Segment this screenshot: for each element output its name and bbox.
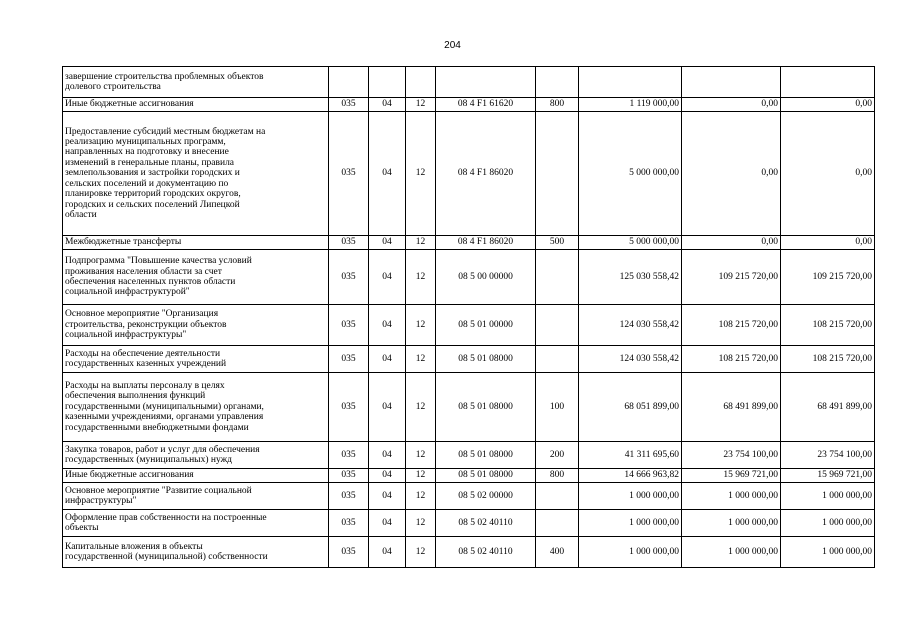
amount-year1-cell: 124 030 558,42 [579, 346, 682, 373]
target-article-cell: 08 5 01 08000 [436, 469, 536, 483]
ministry-code-cell: 035 [329, 98, 369, 112]
ministry-code-cell: 035 [329, 510, 369, 537]
section-code-cell: 04 [369, 442, 406, 469]
amount-year2-cell: 109 215 720,00 [682, 250, 781, 305]
ministry-code-cell: 035 [329, 112, 369, 236]
table-row [63, 469, 875, 483]
budget-table [62, 66, 875, 568]
expense-type-cell: 400 [536, 537, 579, 568]
target-article-cell: 08 4 F1 86020 [436, 236, 536, 250]
amount-year2-cell: 108 215 720,00 [682, 346, 781, 373]
subsection-code-cell: 12 [406, 469, 436, 483]
amount-year1-cell: 68 051 899,00 [579, 373, 682, 442]
table-row [63, 373, 875, 442]
section-code-cell: 04 [369, 346, 406, 373]
amount-year1-cell: 124 030 558,42 [579, 305, 682, 346]
amount-year2-cell: 0,00 [682, 98, 781, 112]
row-name-cell: Иные бюджетные ассигнования [63, 469, 329, 483]
amount-year3-cell: 1 000 000,00 [781, 510, 875, 537]
expense-type-cell: 800 [536, 98, 579, 112]
subsection-code-cell: 12 [406, 373, 436, 442]
ministry-code-cell: 035 [329, 469, 369, 483]
subsection-code-cell: 12 [406, 510, 436, 537]
section-code-cell: 04 [369, 510, 406, 537]
section-code-cell: 04 [369, 483, 406, 510]
subsection-code-cell [406, 67, 436, 98]
table-row [63, 537, 875, 568]
amount-year1-cell: 5 000 000,00 [579, 236, 682, 250]
subsection-code-cell: 12 [406, 305, 436, 346]
amount-year3-cell: 1 000 000,00 [781, 483, 875, 510]
section-code-cell: 04 [369, 98, 406, 112]
section-code-cell: 04 [369, 469, 406, 483]
row-name-cell: Расходы на обеспечение деятельности государственных казенных учреждений [63, 346, 329, 373]
amount-year3-cell [781, 67, 875, 98]
subsection-code-cell: 12 [406, 346, 436, 373]
row-name-cell: Межбюджетные трансферты [63, 236, 329, 250]
page-number: 204 [444, 40, 461, 51]
target-article-cell: 08 5 01 08000 [436, 442, 536, 469]
expense-type-cell [536, 112, 579, 236]
table-row [63, 236, 875, 250]
ministry-code-cell: 035 [329, 483, 369, 510]
amount-year2-cell: 1 000 000,00 [682, 483, 781, 510]
target-article-cell: 08 5 01 08000 [436, 373, 536, 442]
row-name-cell: Подпрограмма "Повышение качества условий проживания населения области за счет обеспечения населенных пунктов области социальной инфраструктурой" [63, 250, 329, 305]
ministry-code-cell: 035 [329, 236, 369, 250]
amount-year2-cell [682, 67, 781, 98]
amount-year3-cell: 15 969 721,00 [781, 469, 875, 483]
row-name-cell: Предоставление субсидий местным бюджетам на реализацию муниципальных программ, направленных на подготовку и внесение изменений в генеральные планы, правила землепользования и застройки городских и сельских поселений и документацию по планировке территорий городских округов, городских и сельских поселений Липецкой области [63, 112, 329, 236]
subsection-code-cell: 12 [406, 442, 436, 469]
amount-year2-cell: 0,00 [682, 236, 781, 250]
amount-year1-cell: 1 000 000,00 [579, 483, 682, 510]
amount-year2-cell: 23 754 100,00 [682, 442, 781, 469]
subsection-code-cell: 12 [406, 98, 436, 112]
row-name-cell: Капитальные вложения в объекты государственной (муниципальной) собственности [63, 537, 329, 568]
target-article-cell: 08 5 01 00000 [436, 305, 536, 346]
expense-type-cell [536, 250, 579, 305]
table-row [63, 250, 875, 305]
amount-year2-cell: 108 215 720,00 [682, 305, 781, 346]
subsection-code-cell: 12 [406, 112, 436, 236]
target-article-cell: 08 4 F1 86020 [436, 112, 536, 236]
table-row [63, 98, 875, 112]
target-article-cell: 08 5 01 08000 [436, 346, 536, 373]
table-row [63, 67, 875, 98]
section-code-cell: 04 [369, 250, 406, 305]
target-article-cell: 08 5 02 40110 [436, 510, 536, 537]
amount-year1-cell: 1 000 000,00 [579, 537, 682, 568]
expense-type-cell [536, 510, 579, 537]
amount-year3-cell: 108 215 720,00 [781, 346, 875, 373]
expense-type-cell: 200 [536, 442, 579, 469]
subsection-code-cell: 12 [406, 483, 436, 510]
target-article-cell: 08 4 F1 61620 [436, 98, 536, 112]
section-code-cell: 04 [369, 373, 406, 442]
subsection-code-cell: 12 [406, 537, 436, 568]
section-code-cell: 04 [369, 537, 406, 568]
row-name-cell: Иные бюджетные ассигнования [63, 98, 329, 112]
amount-year2-cell: 68 491 899,00 [682, 373, 781, 442]
row-name-cell: Основное мероприятие "Организация строительства, реконструкции объектов социальной инфраструктуры" [63, 305, 329, 346]
amount-year3-cell: 0,00 [781, 236, 875, 250]
table-row [63, 442, 875, 469]
row-name-cell: Закупка товаров, работ и услуг для обеспечения государственных (муниципальных) нужд [63, 442, 329, 469]
table-row [63, 305, 875, 346]
target-article-cell [436, 67, 536, 98]
table-row [63, 483, 875, 510]
amount-year2-cell: 15 969 721,00 [682, 469, 781, 483]
amount-year1-cell: 1 000 000,00 [579, 510, 682, 537]
row-name-cell: завершение строительства проблемных объектов долевого строительства [63, 67, 329, 98]
section-code-cell: 04 [369, 305, 406, 346]
expense-type-cell: 800 [536, 469, 579, 483]
amount-year3-cell: 109 215 720,00 [781, 250, 875, 305]
amount-year1-cell: 1 119 000,00 [579, 98, 682, 112]
target-article-cell: 08 5 02 40110 [436, 537, 536, 568]
subsection-code-cell: 12 [406, 250, 436, 305]
amount-year1-cell: 14 666 963,82 [579, 469, 682, 483]
table-row [63, 112, 875, 236]
amount-year3-cell: 108 215 720,00 [781, 305, 875, 346]
ministry-code-cell: 035 [329, 305, 369, 346]
amount-year3-cell: 23 754 100,00 [781, 442, 875, 469]
expense-type-cell: 100 [536, 373, 579, 442]
expense-type-cell: 500 [536, 236, 579, 250]
amount-year1-cell [579, 67, 682, 98]
amount-year1-cell: 41 311 695,60 [579, 442, 682, 469]
row-name-cell: Основное мероприятие "Развитие социальной инфраструктуры" [63, 483, 329, 510]
budget-table-body [63, 67, 875, 568]
ministry-code-cell: 035 [329, 346, 369, 373]
amount-year2-cell: 1 000 000,00 [682, 537, 781, 568]
section-code-cell: 04 [369, 236, 406, 250]
amount-year3-cell: 68 491 899,00 [781, 373, 875, 442]
expense-type-cell [536, 483, 579, 510]
ministry-code-cell [329, 67, 369, 98]
row-name-cell: Оформление прав собственности на построенные объекты [63, 510, 329, 537]
amount-year3-cell: 1 000 000,00 [781, 537, 875, 568]
table-row [63, 346, 875, 373]
amount-year1-cell: 5 000 000,00 [579, 112, 682, 236]
target-article-cell: 08 5 00 00000 [436, 250, 536, 305]
expense-type-cell [536, 305, 579, 346]
expense-type-cell [536, 346, 579, 373]
expense-type-cell [536, 67, 579, 98]
amount-year3-cell: 0,00 [781, 112, 875, 236]
table-row [63, 510, 875, 537]
amount-year1-cell: 125 030 558,42 [579, 250, 682, 305]
amount-year3-cell: 0,00 [781, 98, 875, 112]
ministry-code-cell: 035 [329, 250, 369, 305]
amount-year2-cell: 1 000 000,00 [682, 510, 781, 537]
section-code-cell [369, 67, 406, 98]
subsection-code-cell: 12 [406, 236, 436, 250]
section-code-cell: 04 [369, 112, 406, 236]
row-name-cell: Расходы на выплаты персоналу в целях обеспечения выполнения функций государственными (муниципальными) органами, казенными учреждениями, органами управления государственными внебюджетными фондами [63, 373, 329, 442]
ministry-code-cell: 035 [329, 373, 369, 442]
amount-year2-cell: 0,00 [682, 112, 781, 236]
target-article-cell: 08 5 02 00000 [436, 483, 536, 510]
ministry-code-cell: 035 [329, 537, 369, 568]
ministry-code-cell: 035 [329, 442, 369, 469]
